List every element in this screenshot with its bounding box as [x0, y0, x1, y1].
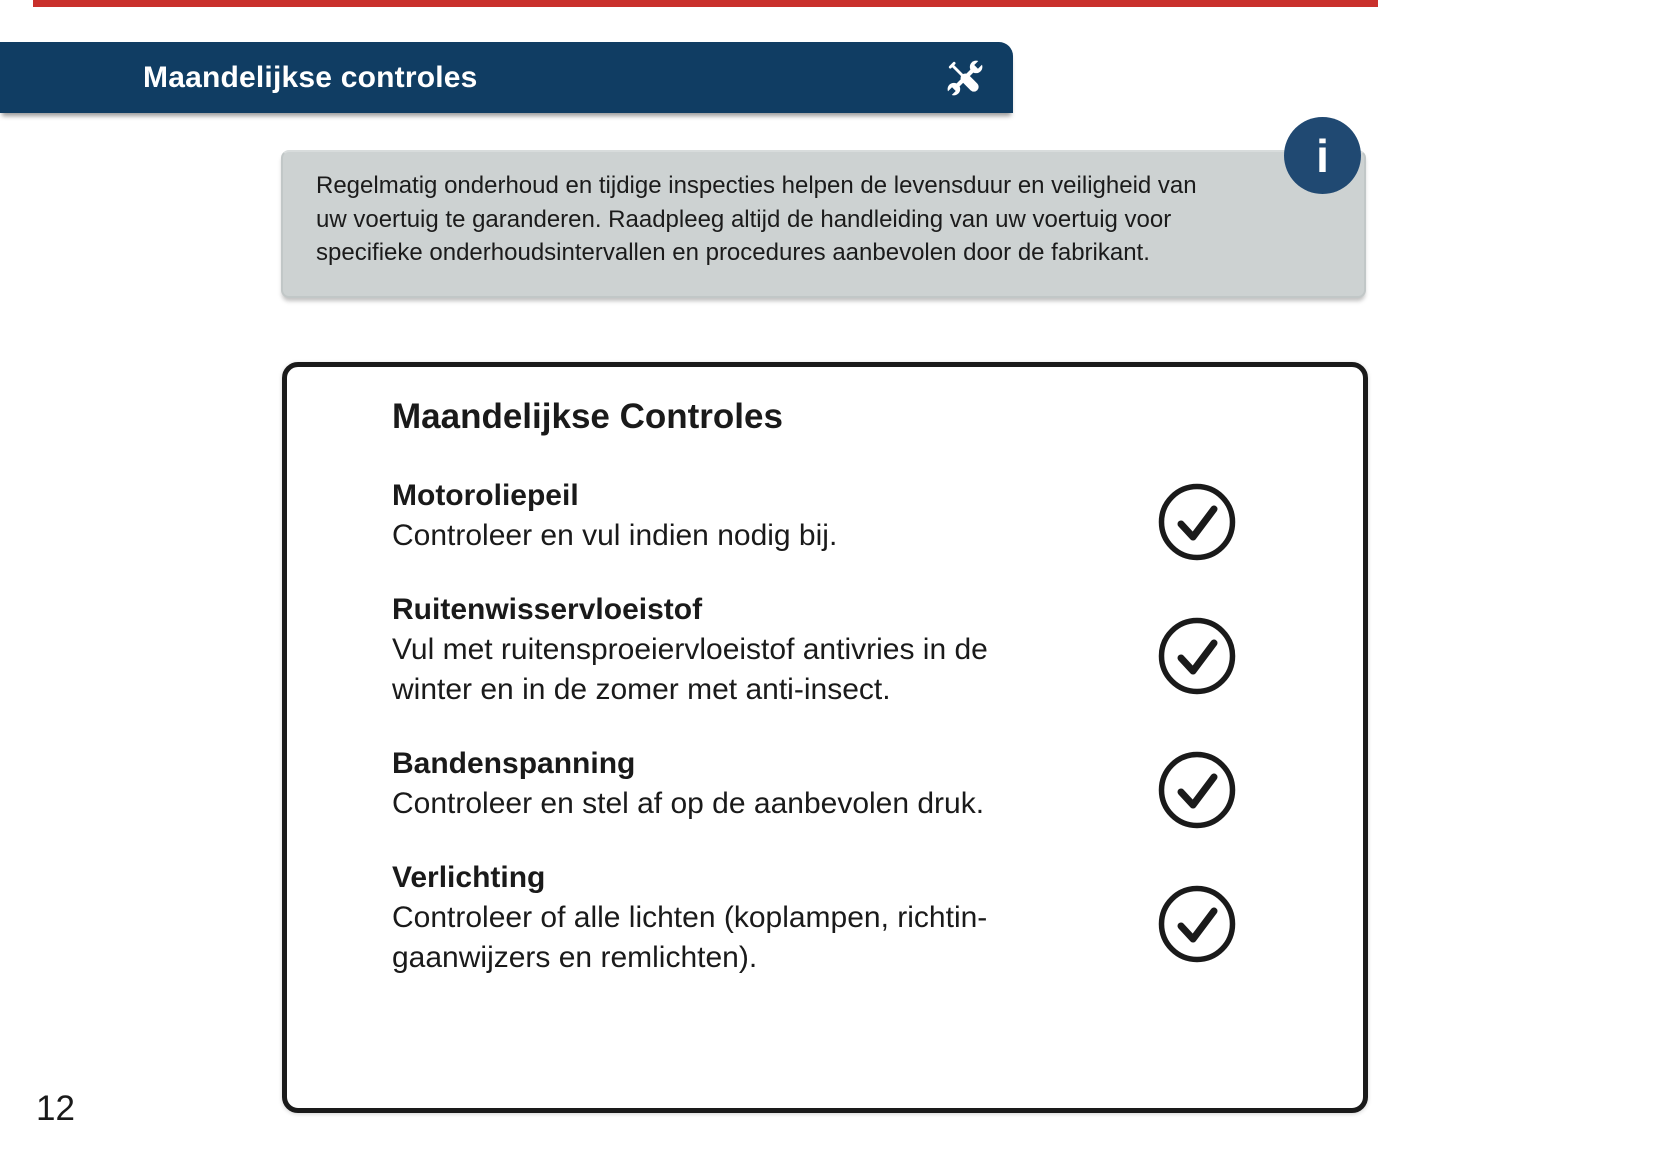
item-title: Ruitenwisservloeistof [392, 593, 703, 626]
item-description: Vul met ruitensproeiervloeistof antivries in de winter en in de zomer met anti-insect. [392, 633, 988, 706]
item-description: Controleer en vul indien nodig bij. [392, 519, 838, 552]
checklist-title: Maandelijkse Controles [392, 397, 783, 436]
section-header [0, 42, 1013, 113]
checklist-card [282, 362, 1368, 1113]
item-title: Verlichting [392, 861, 546, 894]
section-title: Maandelijkse controles [143, 60, 478, 94]
info-icon [1284, 117, 1361, 194]
check-circle-icon [1157, 750, 1237, 830]
page-number: 12 [36, 1089, 75, 1128]
item-description: Controleer of alle lichten (koplampen, richtingaanwijzers en remlichten). [392, 901, 988, 974]
info-icon-glyph: i [1316, 129, 1329, 182]
check-circle-icon [1157, 616, 1237, 696]
top-accent-line [33, 0, 1378, 7]
item-title: Bandenspanning [392, 747, 636, 780]
checklist-item-verlichting [392, 858, 1363, 978]
item-description: Controleer en stel af op de aanbevolen druk. [392, 787, 985, 820]
checklist-item-motoroliepeil [392, 476, 1363, 556]
info-box-text: Regelmatig onderhoud en tijdige inspecties helpen de levensduur en veiligheid van uw voertuig te garanderen. Raadpleeg altijd de handleiding van uw voertuig voor specifieke onderhoudsintervallen en procedures aanbevolen door de fabrikant. [316, 172, 1197, 266]
item-title: Motoroliepeil [392, 479, 579, 512]
info-box [281, 150, 1366, 298]
check-circle-icon [1157, 884, 1237, 964]
check-circle-icon [1157, 482, 1237, 562]
tools-icon [939, 52, 991, 104]
checklist-item-bandenspanning [392, 744, 1363, 824]
checklist-item-ruitenwisservloeistof [392, 590, 1363, 710]
